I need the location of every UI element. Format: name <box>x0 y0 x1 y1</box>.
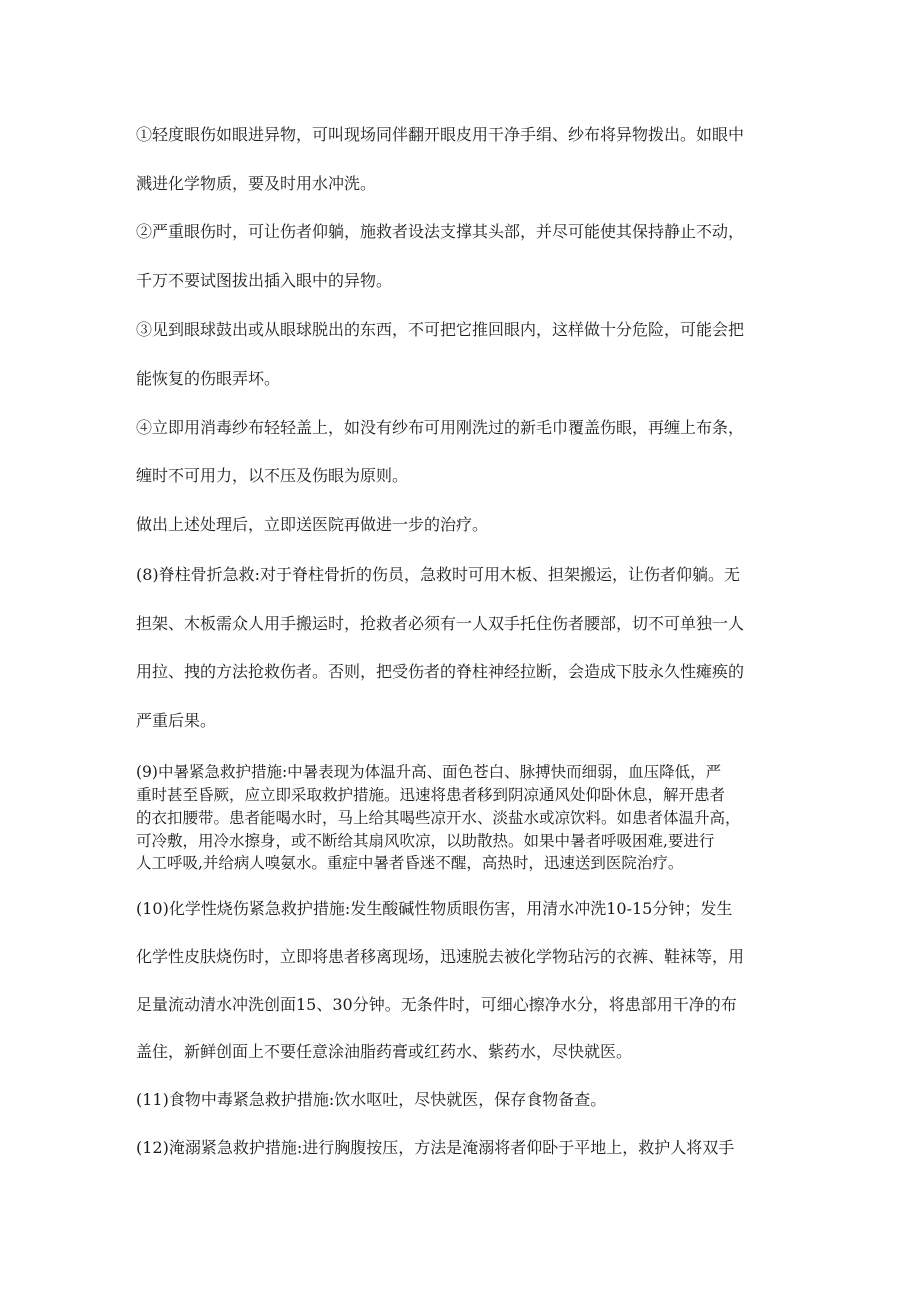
paragraph-chemical-burn-line-4: 盖住，新鲜创面上不要任意涂油脂药膏或红药水、紫药水，尽快就医。 <box>136 1042 633 1061</box>
paragraph-eye-minor-line-2: 溅进化学物质，要及时用水冲洗。 <box>136 174 377 193</box>
paragraph-chemical-burn-line-3: 足量流动清水冲洗创面15、30分钟。无条件时，可细心擦净水分，将患部用干净的布 <box>136 995 737 1014</box>
paragraph-chemical-burn-line-2: 化学性皮肤烧伤时，立即将患者移离现场，迅速脱去被化学物玷污的衣裤、鞋袜等，用 <box>136 947 745 966</box>
paragraph-heatstroke-line-3: 的衣扣腰带。患者能喝水时，马上给其喝些凉开水、淡盐水或凉饮料。如患者体温升高， <box>136 809 741 827</box>
paragraph-eye-serious-line-1: ②严重眼伤时，可让伤者仰躺，施救者设法支撑其头部，并尽可能使其保持静止不动， <box>136 222 745 241</box>
paragraph-eye-serious-line-2: 千万不要试图拔出插入眼中的异物。 <box>136 271 393 290</box>
paragraph-eye-minor-line-1: ①轻度眼伤如眼进异物，可叫现场同伴翻开眼皮用干净手绢、纱布将异物拨出。如眼中 <box>136 125 745 144</box>
paragraph-chemical-burn-line-1: (10)化学性烧伤紧急救护措施:发生酸碱性物质眼伤害，用清水冲洗10-15分钟；发生 <box>136 899 733 918</box>
paragraph-heatstroke-line-1: (9)中暑紧急救护措施:中暑表现为体温升高、面色苍白、脉搏快而细弱，血压降低，严 <box>136 763 722 781</box>
paragraph-eyeball-line-2: 能恢复的伤眼弄坏。 <box>136 369 281 388</box>
paragraph-cover-eye-line-2: 缠时不可用力，以不压及伤眼为原则。 <box>136 466 409 485</box>
paragraph-drowning-line-1: (12)淹溺紧急救护措施:进行胸腹按压，方法是淹溺将者仰卧于平地上，救护人将双手 <box>136 1138 735 1157</box>
paragraph-spine-line-2: 担架、木板需众人用手搬运时，抢救者必须有一人双手托住伤者腰部，切不可单独一人 <box>136 614 745 633</box>
paragraph-cover-eye-line-1: ④立即用消毒纱布轻轻盖上，如没有纱布可用刚洗过的新毛巾覆盖伤眼，再缠上布条， <box>136 418 745 437</box>
paragraph-spine-line-3: 用拉、拽的方法抢救伤者。否则，把受伤者的脊柱神经拉断，会造成下肢永久性瘫痪的 <box>136 662 745 681</box>
paragraph-after-care: 做出上述处理后，立即送医院再做进一步的治疗。 <box>136 515 489 534</box>
paragraph-spine-line-4: 严重后果。 <box>136 711 217 730</box>
paragraph-food-poisoning: (11)食物中毒紧急救护措施:饮水呕吐，尽快就医，保存食物备查。 <box>136 1090 607 1109</box>
paragraph-spine-line-1: (8)脊柱骨折急救:对于脊柱骨折的伤员，急救时可用木板、担架搬运，让伤者仰躺。无 <box>136 565 741 584</box>
paragraph-heatstroke-line-4: 可冷敷，用冷水擦身，或不断给其扇风吹凉，以助散热。如果中暑者呼吸困难,要进行 <box>136 832 715 850</box>
paragraph-heatstroke-line-5: 人工呼吸,并给病人嗅氨水。重症中暑者昏迷不醒，高热时，迅速送到医院治疗。 <box>136 854 684 872</box>
paragraph-eyeball-line-1: ③见到眼球鼓出或从眼球脱出的东西，不可把它推回眼内，这样做十分危险，可能会把 <box>136 320 745 339</box>
paragraph-heatstroke-line-2: 重时甚至昏厥，应立即采取救护措施。迅速将患者移到阴凉通风处仰卧休息，解开患者 <box>136 786 726 804</box>
